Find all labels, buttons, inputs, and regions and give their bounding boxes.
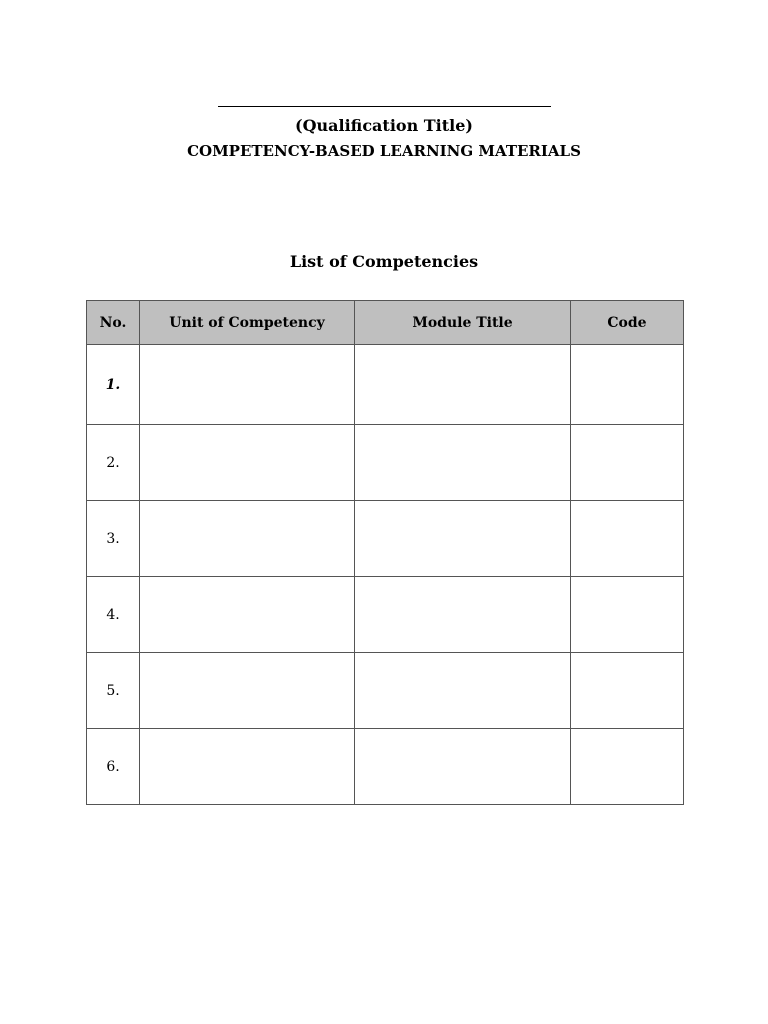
document-title: COMPETENCY-BASED LEARNING MATERIALS bbox=[187, 142, 581, 160]
unit-of-competency-cell[interactable] bbox=[140, 653, 355, 729]
row-number: 5. bbox=[87, 653, 140, 729]
table-row bbox=[87, 501, 684, 577]
module-title-cell[interactable] bbox=[355, 501, 571, 577]
table-header-row bbox=[87, 301, 684, 345]
unit-of-competency-cell[interactable] bbox=[140, 425, 355, 501]
module-title-cell[interactable] bbox=[355, 577, 571, 653]
column-header-no: No. bbox=[87, 301, 140, 345]
table-row bbox=[87, 653, 684, 729]
code-cell[interactable] bbox=[571, 577, 684, 653]
qualification-title: (Qualification Title) bbox=[295, 116, 473, 135]
table-row bbox=[87, 729, 684, 805]
module-title-cell[interactable] bbox=[355, 653, 571, 729]
unit-of-competency-cell[interactable] bbox=[140, 501, 355, 577]
row-number: 6. bbox=[87, 729, 140, 805]
module-title-cell[interactable] bbox=[355, 425, 571, 501]
list-heading: List of Competencies bbox=[289, 252, 479, 271]
competency-table bbox=[86, 300, 684, 805]
code-cell[interactable] bbox=[571, 729, 684, 805]
code-cell[interactable] bbox=[571, 501, 684, 577]
column-header-code: Code bbox=[571, 301, 684, 345]
qualification-title-blank-line bbox=[218, 106, 551, 107]
code-cell[interactable] bbox=[571, 653, 684, 729]
unit-of-competency-cell[interactable] bbox=[140, 577, 355, 653]
row-number: 1. bbox=[87, 345, 140, 425]
row-number: 2. bbox=[87, 425, 140, 501]
table-row bbox=[87, 425, 684, 501]
unit-of-competency-cell[interactable] bbox=[140, 345, 355, 425]
table-row bbox=[87, 345, 684, 425]
row-number: 4. bbox=[87, 577, 140, 653]
column-header-unit-of-competency: Unit of Competency bbox=[140, 301, 355, 345]
column-header-module-title: Module Title bbox=[355, 301, 571, 345]
code-cell[interactable] bbox=[571, 425, 684, 501]
code-cell[interactable] bbox=[571, 345, 684, 425]
module-title-cell[interactable] bbox=[355, 729, 571, 805]
unit-of-competency-cell[interactable] bbox=[140, 729, 355, 805]
table-row bbox=[87, 577, 684, 653]
module-title-cell[interactable] bbox=[355, 345, 571, 425]
row-number: 3. bbox=[87, 501, 140, 577]
